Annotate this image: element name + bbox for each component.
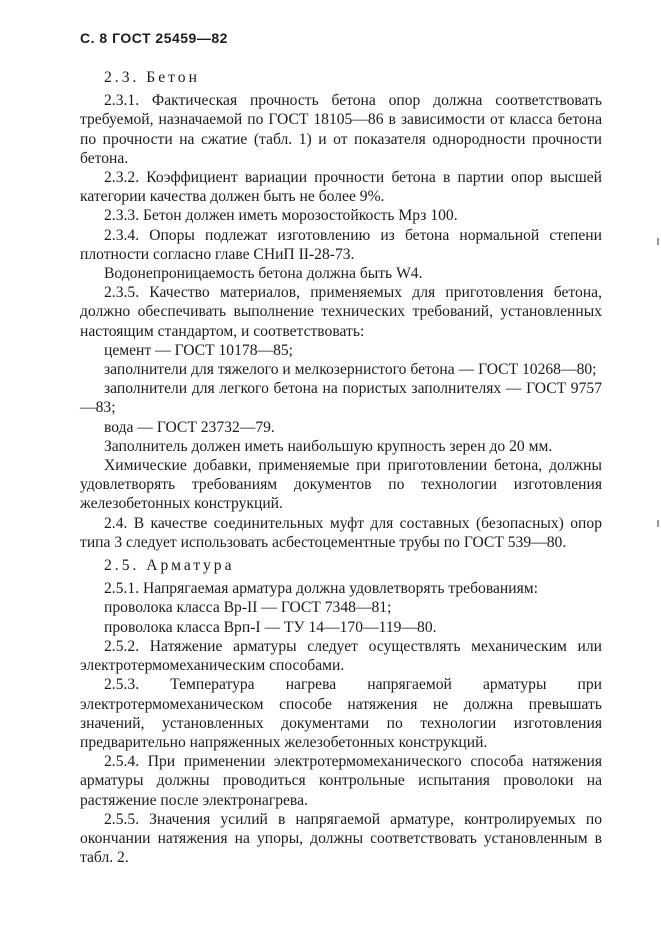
paragraph-2-3-4: 2.3.4. Опоры подлежат изготовлению из бетона нормальной степени плотности согласно главе СНиП II-28-73. <box>80 226 602 263</box>
paragraph-filler-size: Заполнитель должен иметь наибольшую крупность зерен до 20 мм. <box>104 437 553 455</box>
paragraph-2-3-1: 2.3.1. Фактическая прочность бетона опор должна соответствовать требуемой, назначаемой по ГОСТ 18105—86 в зависимости от класса бетона по прочности на сжатие (табл. 1) и от показателя однородности прочности бетона. <box>80 92 602 167</box>
section-2-5-title: 2.5. Арматура <box>104 557 235 575</box>
section-2-3-title: 2.3. Бетон <box>104 69 200 86</box>
list-item-wire-class-2: проволока класса Врп-I — ТУ 14—170—119—80. <box>104 618 437 636</box>
paragraph-2-3-3: 2.3.3. Бетон должен иметь морозостойкость Мрз 100. <box>104 207 458 225</box>
list-item-light-fillers: заполнители для легкого бетона на пористых заполнителях — ГОСТ 9757—83; <box>80 380 602 417</box>
document-body <box>80 68 602 867</box>
paragraph-2-3-2: 2.3.2. Коэффициент вариации прочности бетона в партии опор высшей категории качества должен быть не более 9%. <box>80 169 602 206</box>
margin-mark <box>657 238 659 245</box>
list-item-water: вода — ГОСТ 23732—79. <box>104 418 275 436</box>
paragraph-2-3-5: 2.3.5. Качество материалов, применяемых для приготовления бетона, должно обеспечивать выполнение технических требований, установленных настоящим стандартом, и соответствовать: <box>80 284 602 340</box>
paragraph-2-5-2: 2.5.2. Натяжение арматуры следует осуществлять механическим или электротермомеханическим способами. <box>80 637 602 675</box>
paragraph-2-5-4: 2.5.4. При применении электротермомеханического способа натяжения арматуры должны проводиться контрольные испытания проволоки на растяжение после электронагрева. <box>80 753 602 809</box>
paragraph-2-4: 2.4. В качестве соединительных муфт для составных (безопасных) опор типа 3 следует использовать асбестоцементные трубы по ГОСТ 539—80. <box>80 514 602 551</box>
margin-mark <box>657 520 659 527</box>
paragraph-2-5-1: 2.5.1. Напрягаемая арматура должна удовлетворять требованиям: <box>104 580 538 598</box>
list-item-heavy-fillers: заполнители для тяжелого и мелкозернистого бетона — ГОСТ 10268—80; <box>104 361 597 379</box>
paragraph-2-5-3: 2.5.3. Температура нагрева напрягаемой арматуры при электротермомеханическом способе натяжения не должна превышать значений, установленных документами по технологии изготовления предварительно напряженных железобетонных конструкций. <box>80 676 602 751</box>
paragraph-water-resistance: Водонепроницаемость бетона должна быть W4. <box>104 265 423 283</box>
paragraph-chemical-additives: Химические добавки, применяемые при приготовлении бетона, должны удовлетворять требованиям документов по технологии изготовления железобетонных конструкций. <box>80 457 602 513</box>
list-item-cement: цемент — ГОСТ 10178—85; <box>104 341 294 359</box>
paragraph-2-5-5: 2.5.5. Значения усилий в напрягаемой арматуре, контролируемых по окончании натяжения на упоры, должны соответствовать установленным в табл. 2. <box>80 810 602 867</box>
list-item-wire-class-1: проволока класса Вр-II — ГОСТ 7348—81; <box>104 599 392 617</box>
page-header: С. 8 ГОСТ 25459—82 <box>80 30 228 46</box>
